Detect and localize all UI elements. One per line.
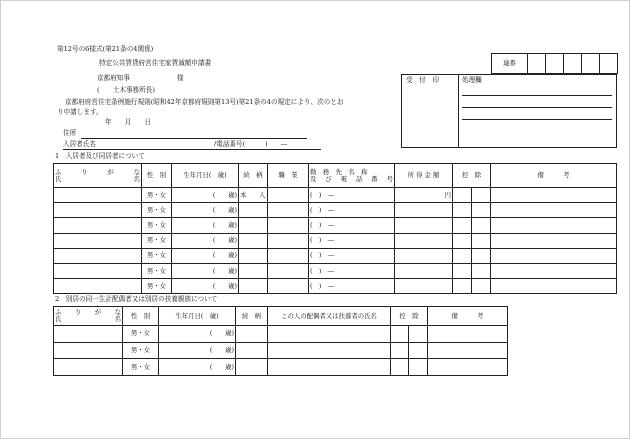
occupation-cell[interactable] (268, 188, 309, 203)
section2-header-row (54, 307, 508, 326)
workplace-phone-cell[interactable]: ( ) ― (309, 233, 395, 248)
resident-row (54, 188, 617, 203)
occupation-cell[interactable] (268, 203, 309, 218)
age-cell[interactable]: ( 歳) (172, 218, 239, 233)
income-header: 所 得 金 額 (395, 164, 453, 188)
age-cell[interactable]: ( 歳) (159, 326, 236, 343)
processing-label: 処理欄 (462, 76, 482, 84)
age-cell[interactable]: ( 歳) (172, 248, 239, 263)
addressee: 京都府知事 (97, 74, 130, 82)
deduction-cell[interactable] (453, 203, 472, 218)
relation-cell[interactable] (236, 326, 268, 343)
resident-row (54, 248, 617, 263)
remarks-cell[interactable] (491, 203, 617, 218)
age-cell[interactable]: ( 歳) (172, 203, 239, 218)
workplace-phone-cell[interactable]: ( ) ― (309, 218, 395, 233)
processing-line (462, 107, 612, 108)
name-line[interactable] (63, 149, 321, 150)
name-cell[interactable] (54, 326, 123, 343)
addressee-honorific: 様 (177, 74, 184, 82)
relation-cell[interactable] (239, 248, 268, 263)
name-label: 入居者氏名 (63, 140, 96, 148)
form-title: 特定公共賃貸府営住宅家賃減額申請書 (99, 59, 212, 67)
section2-heading: 2 別居の同一生計配偶者又は別居の扶養親族について (55, 295, 218, 303)
name-cell[interactable] (54, 248, 142, 263)
name-cell[interactable] (54, 279, 142, 294)
age-cell[interactable]: ( 歳) (172, 279, 239, 294)
relation-header: 続 柄 (239, 164, 268, 188)
address-line[interactable] (81, 138, 307, 139)
income-cell[interactable] (395, 263, 453, 278)
workplace-phone-cell[interactable]: ( ) ― (309, 203, 395, 218)
occupation-header: 職 業 (268, 164, 309, 188)
renban-digit-cell[interactable] (564, 54, 582, 74)
remarks-cell[interactable] (491, 188, 617, 203)
renban-box (491, 53, 618, 74)
income-cell[interactable] (395, 233, 453, 248)
relation-cell[interactable]: 本 人 (239, 188, 268, 203)
deduction-cell[interactable] (391, 342, 409, 359)
occupation-cell[interactable] (268, 248, 309, 263)
deduction-cell[interactable] (472, 233, 491, 248)
age-cell[interactable]: ( 歳) (172, 233, 239, 248)
income-cell[interactable] (395, 203, 453, 218)
renban-digit-cell[interactable] (546, 54, 564, 74)
body-line-2: り申請します。 (57, 108, 103, 116)
deduction-cell[interactable] (391, 326, 409, 343)
spouse-supporter-cell[interactable] (268, 326, 391, 343)
spouse-supporter-cell[interactable] (268, 359, 391, 376)
section2-table (53, 306, 508, 376)
gender-cell[interactable]: 男・女 (142, 188, 172, 203)
income-cell[interactable] (395, 279, 453, 294)
occupation-cell[interactable] (268, 218, 309, 233)
renban-digit-cell[interactable] (582, 54, 600, 74)
renban-digit-cell[interactable] (528, 54, 546, 74)
renban-label: 連番 (492, 54, 528, 74)
remarks-cell[interactable] (428, 342, 508, 359)
renban-digit-cell[interactable] (600, 54, 618, 74)
dependent-row (54, 326, 508, 343)
birth-header: 生年月日( 歳) (159, 307, 236, 326)
furigana-name-header: ふ り が な 氏 名 (54, 307, 123, 326)
remarks-cell[interactable] (491, 279, 617, 294)
age-cell[interactable]: ( 歳) (172, 188, 239, 203)
deduction-cell[interactable] (453, 263, 472, 278)
deduction-cell[interactable] (453, 188, 472, 203)
gender-cell[interactable]: 男・女 (123, 342, 159, 359)
occupation-cell[interactable] (268, 279, 309, 294)
remarks-cell[interactable] (491, 233, 617, 248)
section1-heading: 1 入居者及び同居者について (55, 152, 145, 160)
resident-row (54, 233, 617, 248)
deduction-cell[interactable] (472, 263, 491, 278)
deduction-header: 控 除 (453, 164, 491, 188)
reception-divider (458, 74, 459, 148)
deduction-cell[interactable] (409, 359, 428, 376)
workplace-phone-cell[interactable]: ( ) ― (309, 188, 395, 203)
deduction-cell[interactable] (453, 233, 472, 248)
name-cell[interactable] (54, 188, 142, 203)
deduction-cell[interactable] (391, 359, 409, 376)
gender-cell[interactable]: 男・女 (142, 233, 172, 248)
relation-cell[interactable] (236, 359, 268, 376)
deduction-cell[interactable] (472, 279, 491, 294)
age-cell[interactable]: ( 歳) (172, 263, 239, 278)
relation-cell[interactable] (239, 218, 268, 233)
deduction-cell[interactable] (409, 342, 428, 359)
deduction-cell[interactable] (472, 203, 491, 218)
received-stamp-label: 受 付 印 (406, 76, 439, 84)
phone-label: /電話番号( ) ― (214, 140, 288, 148)
section1-table (53, 163, 617, 294)
deduction-cell[interactable] (472, 188, 491, 203)
name-cell[interactable] (54, 203, 142, 218)
name-cell[interactable] (54, 342, 123, 359)
deduction-cell[interactable] (453, 248, 472, 263)
remarks-cell[interactable] (428, 359, 508, 376)
gender-cell[interactable]: 男・女 (142, 279, 172, 294)
spouse-supporter-cell[interactable] (268, 342, 391, 359)
resident-row (54, 279, 617, 294)
deduction-cell[interactable] (453, 218, 472, 233)
name-cell[interactable] (54, 233, 142, 248)
dependent-row (54, 342, 508, 359)
age-cell[interactable]: ( 歳) (159, 342, 236, 359)
reception-box (401, 74, 617, 148)
relation-header: 続 柄 (236, 307, 268, 326)
workplace-header: 勤 務 先 名 称 及 び 電 話 番 号 (309, 164, 395, 188)
resident-row (54, 218, 617, 233)
workplace-phone-cell[interactable]: ( ) ― (309, 263, 395, 278)
deduction-header: 控 除 (391, 307, 428, 326)
gender-cell[interactable]: 男・女 (142, 218, 172, 233)
deduction-cell[interactable] (472, 248, 491, 263)
income-cell[interactable] (395, 218, 453, 233)
form-number: 第12号の6様式(第21条の4関係) (57, 45, 154, 53)
gender-cell[interactable]: 男・女 (123, 326, 159, 343)
relation-cell[interactable] (239, 233, 268, 248)
relation-cell[interactable] (236, 342, 268, 359)
resident-row (54, 203, 617, 218)
gender-cell[interactable]: 男・女 (142, 248, 172, 263)
section1-header-row (54, 164, 617, 188)
income-cell[interactable] (395, 248, 453, 263)
gender-cell[interactable]: 男・女 (142, 203, 172, 218)
gender-cell[interactable]: 男・女 (142, 263, 172, 278)
deduction-cell[interactable] (472, 218, 491, 233)
relation-cell[interactable] (239, 279, 268, 294)
spouse-supporter-header: この人の配偶者又は扶養者の氏名 (268, 307, 391, 326)
remarks-cell[interactable] (491, 248, 617, 263)
application-date: 年 月 日 (105, 118, 152, 126)
workplace-phone-cell[interactable]: ( ) ― (309, 248, 395, 263)
remarks-cell[interactable] (491, 218, 617, 233)
name-cell[interactable] (54, 263, 142, 278)
dependent-row (54, 359, 508, 376)
remarks-header: 備 考 (428, 307, 508, 326)
gender-cell[interactable]: 男・女 (123, 359, 159, 376)
income-cell[interactable]: 円 (395, 188, 453, 203)
processing-line (462, 119, 612, 120)
name-cell[interactable] (54, 218, 142, 233)
occupation-cell[interactable] (268, 263, 309, 278)
furigana-name-header: ふ り が な 氏 名 (54, 164, 142, 188)
gender-header: 性 別 (142, 164, 172, 188)
deduction-cell[interactable] (409, 326, 428, 343)
processing-line (462, 95, 612, 96)
age-cell[interactable]: ( 歳) (159, 359, 236, 376)
remarks-cell[interactable] (491, 263, 617, 278)
address-label: 住所 (63, 129, 77, 137)
birth-header: 生年月日( 歳) (172, 164, 239, 188)
relation-cell[interactable] (239, 263, 268, 278)
occupation-cell[interactable] (268, 233, 309, 248)
workplace-phone-cell[interactable]: ( ) ― (309, 279, 395, 294)
remarks-header: 備 考 (491, 164, 617, 188)
remarks-cell[interactable] (428, 326, 508, 343)
deduction-cell[interactable] (453, 279, 472, 294)
name-cell[interactable] (54, 359, 123, 376)
gender-header: 性 別 (123, 307, 159, 326)
resident-row (54, 263, 617, 278)
addressee-alt: ( 土木事務所長) (97, 86, 155, 94)
body-line-1: 京都府府営住宅条例施行規則(昭和42年京都府規則第13号)第21条の4の規定により、次のとお (65, 98, 344, 106)
relation-cell[interactable] (239, 203, 268, 218)
